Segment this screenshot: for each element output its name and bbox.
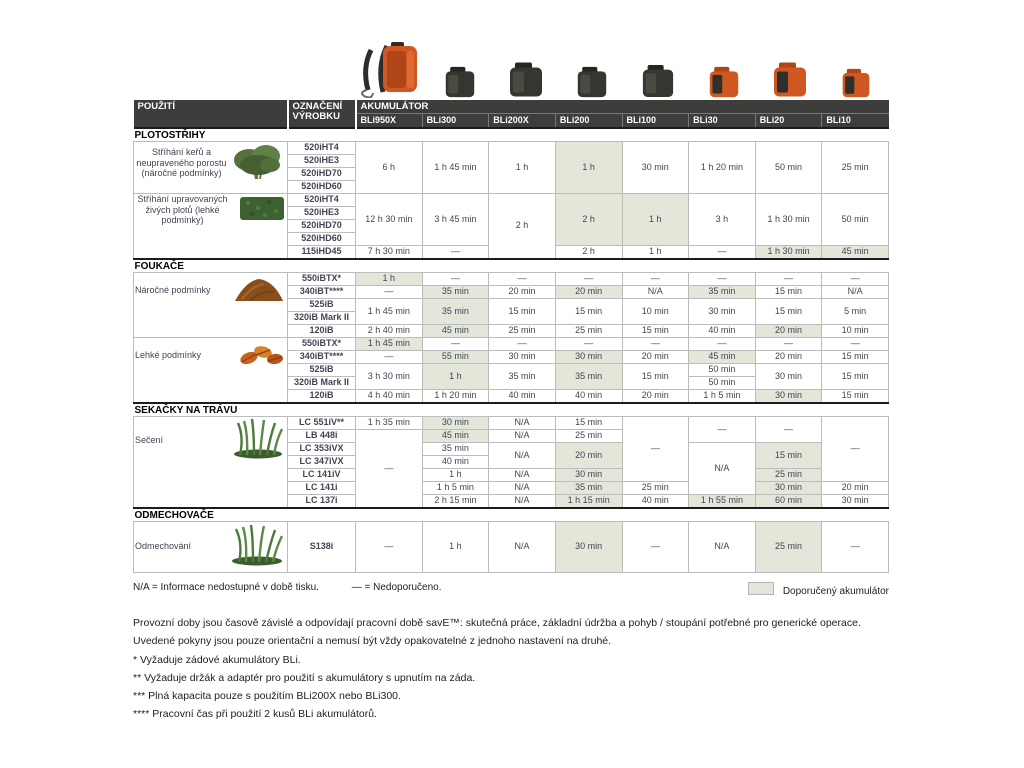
runtime-cell-BLi300: — [422, 273, 489, 286]
runtime-cell-BLi30: 35 min [689, 286, 756, 299]
product-code-cell: 520iHD70 [288, 168, 356, 181]
runtime-cell-BLi200: 25 min [555, 430, 622, 443]
runtime-cell-BLi950X: — [356, 430, 423, 509]
compact-battery-dark-BLi200X [493, 61, 559, 98]
section-title: PLOTOSTŘIHY [134, 128, 889, 142]
col-header-pouziti: POUŽITÍ [134, 100, 288, 128]
footnote: Uvedené pokyny jsou pouze orientační a nemusí být vždy opakovatelné z jednoho nastavení na druhé. [133, 635, 612, 648]
legend-left [133, 582, 472, 597]
runtime-cell-BLi200X: N/A [489, 443, 556, 469]
backpack-battery-BLi950X [355, 36, 427, 98]
product-code-cell: LC 141i [288, 482, 356, 495]
use-label: Odmechování [135, 540, 192, 551]
runtime-cell-BLi200X: 30 min [489, 351, 556, 364]
runtime-cell-BLi200X: 15 min [489, 299, 556, 325]
debris-pile-icon [232, 273, 286, 306]
product-code-cell: 115iHD45 [288, 246, 356, 260]
battery-column-header-BLi300: BLi300 [422, 114, 489, 128]
runtime-cell-BLi30: — [689, 246, 756, 260]
legend-row [133, 582, 889, 597]
runtime-cell-BLi100: — [622, 522, 689, 573]
compact-battery-dark-BLi300 [427, 66, 493, 98]
col-header-line1: OZNAČENÍ [292, 101, 343, 112]
product-code-cell: 120iB [288, 390, 356, 404]
footnotes [133, 617, 889, 721]
runtime-cell-BLi20: 25 min [755, 469, 822, 482]
runtime-cell-BLi200: 20 min [555, 286, 622, 299]
product-code-cell: 520iHD70 [288, 220, 356, 233]
hedge-icon [238, 194, 286, 225]
runtime-cell-BLi100: — [622, 417, 689, 482]
battery-column-header-BLi20: BLi20 [755, 114, 822, 128]
runtime-cell-BLi300: 2 h 15 min [422, 495, 489, 509]
runtime-cell-BLi100: 1 h [622, 194, 689, 246]
product-code-cell: LC 141iV [288, 469, 356, 482]
use-label: Stříhání keřů a neupraveného porostu (náročné podmínky) [136, 147, 227, 178]
runtime-cell-BLi200X: N/A [489, 522, 556, 573]
runtime-cell-BLi30: N/A [689, 522, 756, 573]
compact-battery-orange-BLi10 [823, 68, 889, 98]
product-code-cell: LC 551iV** [288, 417, 356, 430]
product-code-cell: LC 353iVX [288, 443, 356, 456]
runtime-cell-BLi30: — [689, 273, 756, 286]
runtime-cell-BLi950X: 1 h [356, 273, 423, 286]
runtime-cell-BLi950X: 7 h 30 min [356, 246, 423, 260]
runtime-cell-BLi20: 60 min [755, 495, 822, 509]
runtime-cell-BLi30: 40 min [689, 325, 756, 338]
runtime-cell-BLi200: 2 h [555, 194, 622, 246]
runtime-cell-BLi20: — [755, 417, 822, 443]
runtime-cell-BLi200X: — [489, 273, 556, 286]
footnote: * Vyžaduje zádové akumulátory BLi. [133, 653, 301, 666]
product-code-cell: 340iBT**** [288, 286, 356, 299]
runtime-cell-BLi10: 20 min [822, 482, 889, 495]
use-label-cell [134, 273, 288, 338]
runtime-cell-BLi30: — [689, 338, 756, 351]
use-label: Sečení [135, 434, 164, 445]
product-code-cell: S138i [288, 522, 356, 573]
table-header [134, 100, 889, 128]
footnote: **** Pracovní čas při použití 2 kusů BLi akumulátorů. [133, 707, 377, 720]
runtime-cell-BLi30: 50 min [689, 377, 756, 390]
runtime-cell-BLi200: 1 h 15 min [555, 495, 622, 509]
runtime-cell-BLi300: 1 h 5 min [422, 482, 489, 495]
product-code-cell: 525iB [288, 364, 356, 377]
runtime-cell-BLi100: 40 min [622, 495, 689, 509]
runtime-cell-BLi10: — [822, 417, 889, 482]
product-code-cell: LB 448i [288, 430, 356, 443]
runtime-cell-BLi10: N/A [822, 286, 889, 299]
col-header-line2: VÝROBKU [292, 111, 341, 123]
runtime-cell-BLi100: 15 min [622, 364, 689, 390]
use-label-cell [134, 522, 288, 573]
runtime-cell-BLi200: 35 min [555, 364, 622, 390]
product-code-cell: 520iHD60 [288, 233, 356, 246]
battery-column-header-BLi200: BLi200 [555, 114, 622, 128]
runtime-cell-BLi300: 3 h 45 min [422, 194, 489, 246]
product-code-cell: 320iB Mark II [288, 312, 356, 325]
leaves-icon [234, 338, 286, 371]
runtime-cell-BLi950X: 2 h 40 min [356, 325, 423, 338]
runtime-cell-BLi200: 15 min [555, 417, 622, 430]
runtime-cell-BLi30: 1 h 55 min [689, 495, 756, 509]
battery-images-row [355, 32, 889, 98]
compact-battery-orange-BLi30 [691, 66, 757, 98]
runtime-cell-BLi10: 15 min [822, 364, 889, 390]
battery-column-header-BLi10: BLi10 [822, 114, 889, 128]
runtime-cell-BLi200: 30 min [555, 469, 622, 482]
compact-battery-dark-BLi100 [625, 64, 691, 98]
runtime-cell-BLi200: 25 min [555, 325, 622, 338]
product-code-cell: 520iHE3 [288, 207, 356, 220]
runtime-cell-BLi200X: N/A [489, 417, 556, 430]
footnote: ** Vyžaduje držák a adaptér pro použití s akumulátory s upnutím na záda. [133, 671, 476, 684]
runtime-cell-BLi10: 45 min [822, 246, 889, 260]
runtime-cell-BLi100: — [622, 273, 689, 286]
grass-tuft-icon [228, 522, 286, 569]
runtime-cell-BLi10: — [822, 273, 889, 286]
runtime-cell-BLi10: 10 min [822, 325, 889, 338]
legend-dash: — = Nedoporučeno. [351, 582, 442, 594]
runtime-cell-BLi950X: 4 h 40 min [356, 390, 423, 404]
runtime-cell-BLi30: 1 h 20 min [689, 142, 756, 194]
runtime-cell-BLi20: 25 min [755, 522, 822, 573]
runtime-cell-BLi200: 30 min [555, 351, 622, 364]
product-code-cell: LC 347iVX [288, 456, 356, 469]
runtime-cell-BLi10: 15 min [822, 351, 889, 364]
runtime-cell-BLi20: 30 min [755, 364, 822, 390]
legend-recommended-label: Doporučený akumulátor [782, 586, 889, 598]
runtime-cell-BLi10: — [822, 338, 889, 351]
runtime-cell-BLi100: 20 min [622, 390, 689, 404]
runtime-cell-BLi100: N/A [622, 286, 689, 299]
runtime-cell-BLi300: 45 min [422, 430, 489, 443]
runtime-cell-BLi950X: — [356, 286, 423, 299]
runtime-cell-BLi200: — [555, 273, 622, 286]
runtime-cell-BLi10: 25 min [822, 142, 889, 194]
runtime-cell-BLi100: 30 min [622, 142, 689, 194]
runtime-cell-BLi200X: 40 min [489, 390, 556, 404]
product-code-cell: 320iB Mark II [288, 377, 356, 390]
runtime-cell-BLi20: 30 min [755, 482, 822, 495]
legend-na: N/A = Informace nedostupné v době tisku. [133, 582, 319, 594]
battery-column-header-BLi950X: BLi950X [356, 114, 423, 128]
runtime-cell-BLi200X: 25 min [489, 325, 556, 338]
runtime-cell-BLi300: 40 min [422, 456, 489, 469]
runtime-cell-BLi950X: 1 h 45 min [356, 338, 423, 351]
runtime-cell-BLi20: 20 min [755, 325, 822, 338]
runtime-cell-BLi20: 1 h 30 min [755, 194, 822, 246]
runtime-cell-BLi200: 30 min [555, 522, 622, 573]
product-code-cell: 520iHT4 [288, 142, 356, 155]
runtime-cell-BLi10: — [822, 522, 889, 573]
runtime-cell-BLi200: 35 min [555, 482, 622, 495]
runtime-cell-BLi100: 25 min [622, 482, 689, 495]
product-code-cell: 520iHD60 [288, 181, 356, 194]
product-code-cell: 520iHT4 [288, 194, 356, 207]
runtime-cell-BLi300: 55 min [422, 351, 489, 364]
runtime-cell-BLi100: — [622, 338, 689, 351]
use-label-cell [134, 142, 288, 194]
runtime-cell-BLi20: 20 min [755, 351, 822, 364]
section-title: ODMECHOVAČE [134, 508, 889, 522]
runtime-cell-BLi950X: — [356, 351, 423, 364]
runtime-cell-BLi20: 15 min [755, 299, 822, 325]
product-code-cell: 520iHE3 [288, 155, 356, 168]
grass-icon [230, 417, 286, 462]
section-title: SEKAČKY NA TRÁVU [134, 403, 889, 417]
runtime-cell-BLi300: 35 min [422, 299, 489, 325]
runtime-cell-BLi200X: N/A [489, 430, 556, 443]
runtime-cell-BLi300: 1 h [422, 469, 489, 482]
runtime-cell-BLi300: 1 h [422, 522, 489, 573]
runtime-cell-BLi300: 30 min [422, 417, 489, 430]
runtime-cell-BLi100: 1 h [622, 246, 689, 260]
runtime-cell-BLi300: — [422, 246, 489, 260]
runtime-cell-BLi30: 45 min [689, 351, 756, 364]
runtime-cell-BLi200: 20 min [555, 443, 622, 469]
runtime-cell-BLi30: 3 h [689, 194, 756, 246]
legend-recommended [748, 582, 889, 597]
recommended-color-swatch [748, 582, 774, 595]
bush-icon [230, 142, 286, 183]
runtime-cell-BLi30: 50 min [689, 364, 756, 377]
runtime-cell-BLi20: 30 min [755, 390, 822, 404]
footnote: *** Plná kapacita pouze s použitím BLi200X nebo BLi300. [133, 689, 401, 702]
runtime-cell-BLi300: 1 h [422, 364, 489, 390]
runtime-cell-BLi30: 1 h 5 min [689, 390, 756, 404]
use-label-cell [134, 194, 288, 260]
product-code-cell: 550iBTX* [288, 338, 356, 351]
runtime-cell-BLi20: — [755, 338, 822, 351]
runtime-cell-BLi300: 1 h 45 min [422, 142, 489, 194]
runtime-cell-BLi950X: 12 h 30 min [356, 194, 423, 246]
runtime-cell-BLi200X: 2 h [489, 194, 556, 260]
product-code-cell: 120iB [288, 325, 356, 338]
runtime-cell-BLi20: 15 min [755, 286, 822, 299]
runtime-cell-BLi10: 30 min [822, 495, 889, 509]
runtime-cell-BLi200X: N/A [489, 495, 556, 509]
runtime-cell-BLi300: 1 h 20 min [422, 390, 489, 404]
runtime-cell-BLi100: 20 min [622, 351, 689, 364]
runtime-cell-BLi300: 35 min [422, 286, 489, 299]
runtime-cell-BLi200X: — [489, 338, 556, 351]
runtime-cell-BLi30: — [689, 417, 756, 443]
use-label: Náročné podmínky [135, 284, 211, 295]
runtime-cell-BLi200X: 1 h [489, 142, 556, 194]
footnote: Provozní doby jsou časově závislé a odpovídají pracovní době savE™: skutečná práce, základní údržba a pohyb / stoupání potřebné pro generické operace. [133, 617, 861, 630]
battery-column-header-BLi100: BLi100 [622, 114, 689, 128]
runtime-cell-BLi200: 15 min [555, 299, 622, 325]
runtime-cell-BLi20: — [755, 273, 822, 286]
runtime-cell-BLi300: 45 min [422, 325, 489, 338]
runtime-cell-BLi200: 1 h [555, 142, 622, 194]
runtime-cell-BLi200X: N/A [489, 469, 556, 482]
runtime-cell-BLi950X: 1 h 35 min [356, 417, 423, 430]
group-header-akumulator: AKUMULÁTOR [356, 100, 889, 114]
runtime-cell-BLi200: — [555, 338, 622, 351]
runtime-cell-BLi300: 35 min [422, 443, 489, 456]
section-title: FOUKAČE [134, 259, 889, 273]
use-label: Lehké podmínky [135, 349, 202, 360]
runtime-cell-BLi950X: 3 h 30 min [356, 364, 423, 390]
runtime-cell-BLi300: — [422, 338, 489, 351]
compact-battery-dark-BLi200 [559, 66, 625, 98]
runtime-cell-BLi10: 5 min [822, 299, 889, 325]
runtime-cell-BLi950X: 1 h 45 min [356, 299, 423, 325]
runtime-cell-BLi10: 15 min [822, 390, 889, 404]
runtime-cell-BLi200: 40 min [555, 390, 622, 404]
product-code-cell: 525iB [288, 299, 356, 312]
runtime-cell-BLi200X: N/A [489, 482, 556, 495]
runtime-cell-BLi30: 30 min [689, 299, 756, 325]
product-code-cell: 550iBTX* [288, 273, 356, 286]
runtime-cell-BLi200X: 35 min [489, 364, 556, 390]
runtime-cell-BLi20: 50 min [755, 142, 822, 194]
col-header-oznaceni-vyrobku [288, 100, 356, 128]
runtime-cell-BLi200X: 20 min [489, 286, 556, 299]
use-label: Stříhání upravovaných živých plotů (lehké podmínky) [137, 194, 228, 226]
runtime-cell-BLi20: 1 h 30 min [755, 246, 822, 260]
runtime-cell-BLi100: 15 min [622, 325, 689, 338]
compact-battery-orange-BLi20 [757, 61, 823, 98]
runtime-cell-BLi100: 10 min [622, 299, 689, 325]
runtime-cell-BLi30: N/A [689, 443, 756, 495]
runtime-cell-BLi200: 2 h [555, 246, 622, 260]
content-area [133, 32, 889, 726]
runtime-table [133, 100, 889, 573]
product-code-cell: LC 137i [288, 495, 356, 509]
product-code-cell: 340iBT**** [288, 351, 356, 364]
use-label-cell [134, 338, 288, 404]
runtime-cell-BLi10: 50 min [822, 194, 889, 246]
runtime-cell-BLi950X: 6 h [356, 142, 423, 194]
runtime-cell-BLi20: 15 min [755, 443, 822, 469]
battery-column-header-BLi30: BLi30 [689, 114, 756, 128]
use-label-cell [134, 417, 288, 509]
runtime-cell-BLi950X: — [356, 522, 423, 573]
battery-column-header-BLi200X: BLi200X [489, 114, 556, 128]
